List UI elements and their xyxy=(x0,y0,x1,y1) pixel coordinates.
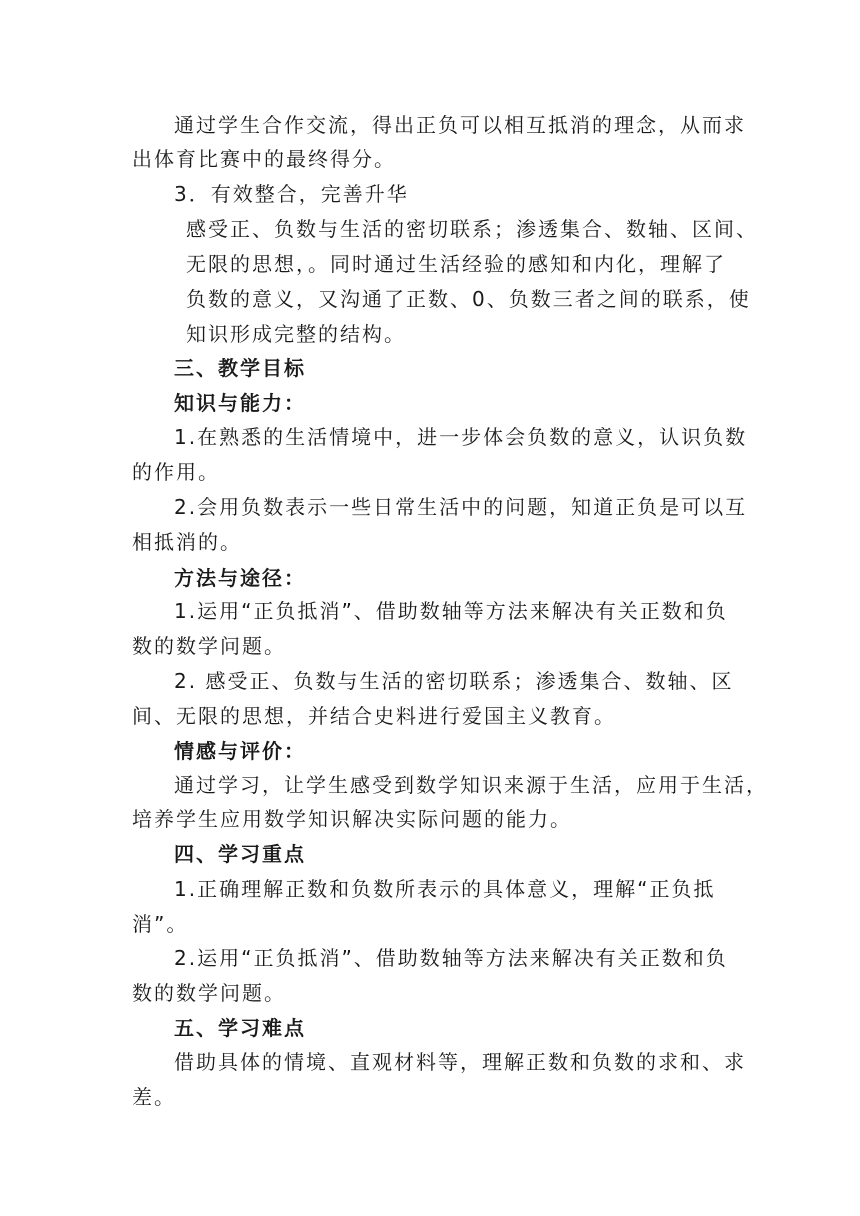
item3-line-3: 负数的意义，又沟通了正数、0、负数三者之间的联系，使 xyxy=(186,287,751,311)
intro-para-line-1: 通过学生合作交流，得出正负可以相互抵消的理念，从而求 xyxy=(174,113,746,137)
knowledge-item1-line-2: 的作用。 xyxy=(132,460,220,484)
emotion-heading: 情感与评价： xyxy=(174,739,306,763)
method-heading: 方法与途径： xyxy=(174,566,306,590)
method-item1-line-1: 1.运用“正负抵消”、借助数轴等方法来解决有关正数和负 xyxy=(174,599,728,623)
section4-item2-line-1: 2.运用“正负抵消”、借助数轴等方法来解决有关正数和负 xyxy=(174,946,728,970)
emotion-line-2: 培养学生应用数学知识解决实际问题的能力。 xyxy=(132,807,572,831)
knowledge-item2-line-2: 相抵消的。 xyxy=(132,530,242,554)
method-item2-line-1: 2. 感受正、负数与生活的密切联系；渗透集合、数轴、区 xyxy=(174,669,734,693)
section3-heading: 三、教学目标 xyxy=(174,356,306,380)
section4-heading: 四、学习重点 xyxy=(174,842,306,866)
section5-line-1: 借助具体的情境、直观材料等，理解正数和负数的求和、求 xyxy=(174,1050,746,1074)
section4-item1-line-1: 1.正确理解正数和负数所表示的具体意义，理解“正负抵 xyxy=(174,877,716,901)
item3-line-1: 感受正、负数与生活的密切联系；渗透集合、数轴、区间、 xyxy=(186,217,758,241)
knowledge-heading: 知识与能力： xyxy=(174,391,306,415)
method-item2-line-2: 间、无限的思想，并结合史料进行爱国主义教育。 xyxy=(132,704,616,728)
item3-line-4: 知识形成完整的结构。 xyxy=(186,322,406,346)
knowledge-item2-line-1: 2.会用负数表示一些日常生活中的问题，知道正负是可以互 xyxy=(174,495,748,519)
knowledge-item1-line-1: 1.在熟悉的生活情境中，进一步体会负数的意义，认识负数 xyxy=(174,425,748,449)
section4-item2-line-2: 数的数学问题。 xyxy=(132,981,286,1005)
section4-item1-line-2: 消”。 xyxy=(132,912,189,936)
item3-heading: 3．有效整合，完善升华 xyxy=(174,182,409,206)
method-item1-line-2: 数的数学问题。 xyxy=(132,634,286,658)
emotion-line-1: 通过学习，让学生感受到数学知识来源于生活，应用于生活， xyxy=(174,773,768,797)
section5-heading: 五、学习难点 xyxy=(174,1016,306,1040)
item3-line-2: 无限的思想，。同时通过生活经验的感知和内化，理解了 xyxy=(186,252,726,276)
intro-para-line-2: 出体育比赛中的最终得分。 xyxy=(132,147,396,171)
section5-line-2: 差。 xyxy=(132,1085,176,1109)
